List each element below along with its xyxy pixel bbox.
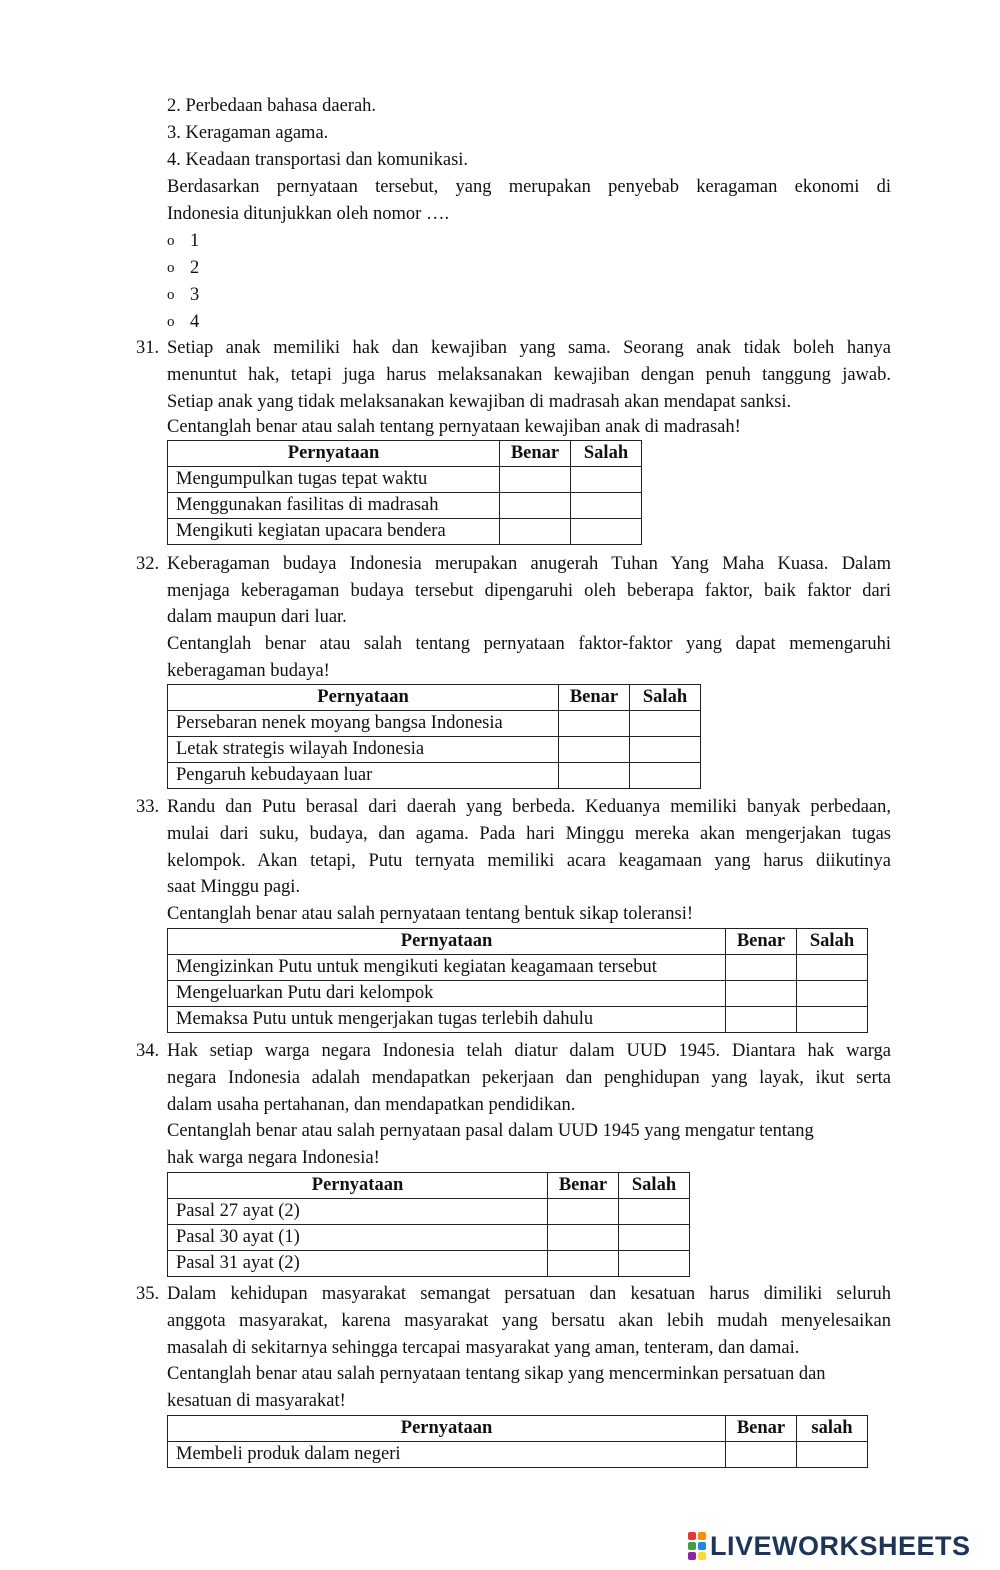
header-salah: Salah xyxy=(630,685,701,711)
intro-question-line: Berdasarkan pernyataan tersebut, yang merupakan penyebab keragaman ekonomi di xyxy=(167,177,891,197)
option-2[interactable]: 2 xyxy=(190,258,200,278)
salah-checkbox[interactable] xyxy=(571,467,642,493)
brand-name: LIVEWORKSHEETS xyxy=(710,1530,971,1561)
q32-table xyxy=(167,684,701,789)
logo-square xyxy=(698,1542,706,1550)
q35-table xyxy=(167,1415,868,1468)
question-number-32: 32. xyxy=(136,554,160,574)
q35-line: anggota masyarakat, karena masyarakat yang bersatu akan lebih mudah menyelesaikan xyxy=(167,1311,891,1331)
benar-checkbox[interactable] xyxy=(559,763,630,789)
q35-line: Dalam kehidupan masyarakat semangat persatuan dan kesatuan harus dimiliki seluruh xyxy=(167,1284,891,1304)
statement-cell: Membeli produk dalam negeri xyxy=(168,1442,726,1468)
q33-line: Randu dan Putu berasal dari daerah yang berbeda. Keduanya memiliki banyak perbedaan, xyxy=(167,797,891,817)
salah-checkbox[interactable] xyxy=(797,955,868,981)
header-salah: salah xyxy=(797,1416,868,1442)
table-row xyxy=(168,1251,690,1277)
q31-instruction: Centanglah benar atau salah tentang pernyataan kewajiban anak di madrasah! xyxy=(167,417,741,437)
table-row xyxy=(168,1225,690,1251)
radio-circle-icon[interactable]: o xyxy=(167,260,175,276)
benar-checkbox[interactable] xyxy=(726,955,797,981)
q31-line: Setiap anak yang tidak melaksanakan kewajiban di madrasah akan mendapat sanksi. xyxy=(167,392,792,412)
salah-checkbox[interactable] xyxy=(571,519,642,545)
q31-table xyxy=(167,440,642,545)
logo-square xyxy=(698,1552,706,1560)
q33-table xyxy=(167,928,868,1033)
q31-line: Setiap anak memiliki hak dan kewajiban yang sama. Seorang anak tidak boleh hanya xyxy=(167,338,891,358)
header-salah: Salah xyxy=(571,441,642,467)
header-benar: Benar xyxy=(559,685,630,711)
salah-checkbox[interactable] xyxy=(630,737,701,763)
salah-checkbox[interactable] xyxy=(797,1442,868,1468)
liveworksheets-logo xyxy=(688,1530,971,1562)
table-header-row xyxy=(168,929,868,955)
salah-checkbox[interactable] xyxy=(797,981,868,1007)
q34-line: Hak setiap warga negara Indonesia telah diatur dalam UUD 1945. Diantara hak warga xyxy=(167,1041,891,1061)
benar-checkbox[interactable] xyxy=(559,711,630,737)
statement-cell: Mengumpulkan tugas tepat waktu xyxy=(168,467,500,493)
table-row xyxy=(168,493,642,519)
salah-checkbox[interactable] xyxy=(619,1199,690,1225)
header-benar: Benar xyxy=(726,1416,797,1442)
salah-checkbox[interactable] xyxy=(619,1225,690,1251)
salah-checkbox[interactable] xyxy=(619,1251,690,1277)
question-number-35: 35. xyxy=(136,1284,160,1304)
statement-cell: Pasal 27 ayat (2) xyxy=(168,1199,548,1225)
question-number-31: 31. xyxy=(136,338,160,358)
table-row xyxy=(168,519,642,545)
q32-line: menjaga keberagaman budaya tersebut dipengaruhi oleh beberapa faktor, baik faktor dari xyxy=(167,581,891,601)
table-header-row xyxy=(168,685,701,711)
q34-line: negara Indonesia adalah mendapatkan pekerjaan dan penghidupan yang layak, ikut serta xyxy=(167,1068,891,1088)
statement-cell: Pasal 30 ayat (1) xyxy=(168,1225,548,1251)
statement-cell: Mengeluarkan Putu dari kelompok xyxy=(168,981,726,1007)
q34-instruction: hak warga negara Indonesia! xyxy=(167,1148,380,1168)
table-row xyxy=(168,1199,690,1225)
q32-line: dalam maupun dari luar. xyxy=(167,607,347,627)
header-pernyataan: Pernyataan xyxy=(168,1416,726,1442)
q35-instruction: kesatuan di masyarakat! xyxy=(167,1391,346,1411)
question-number-34: 34. xyxy=(136,1041,160,1061)
benar-checkbox[interactable] xyxy=(726,1007,797,1033)
q34-line: dalam usaha pertahanan, dan mendapatkan pendidikan. xyxy=(167,1095,576,1115)
salah-checkbox[interactable] xyxy=(630,711,701,737)
intro-item-2: 2. Perbedaan bahasa daerah. xyxy=(167,96,377,116)
statement-cell: Menggunakan fasilitas di madrasah xyxy=(168,493,500,519)
table-header-row xyxy=(168,1416,868,1442)
statement-cell: Pasal 31 ayat (2) xyxy=(168,1251,548,1277)
q33-line: saat Minggu pagi. xyxy=(167,877,301,897)
radio-circle-icon[interactable]: o xyxy=(167,287,175,303)
table-header-row xyxy=(168,1173,690,1199)
liveworksheets-logo-icon xyxy=(688,1532,706,1560)
table-row xyxy=(168,467,642,493)
benar-checkbox[interactable] xyxy=(548,1199,619,1225)
benar-checkbox[interactable] xyxy=(559,737,630,763)
q34-table xyxy=(167,1172,690,1277)
logo-square xyxy=(688,1542,696,1550)
header-pernyataan: Pernyataan xyxy=(168,441,500,467)
logo-square xyxy=(698,1532,706,1540)
q31-line: menuntut hak, tetapi juga harus melaksanakan kewajiban dengan penuh tanggung jawab. xyxy=(167,365,891,385)
header-salah: Salah xyxy=(619,1173,690,1199)
header-salah: Salah xyxy=(797,929,868,955)
q33-line: mulai dari suku, budaya, dan agama. Pada hari Minggu mereka akan mengerjakan tugas xyxy=(167,824,891,844)
statement-cell: Mengikuti kegiatan upacara bendera xyxy=(168,519,500,545)
table-row xyxy=(168,1442,868,1468)
salah-checkbox[interactable] xyxy=(571,493,642,519)
header-benar: Benar xyxy=(726,929,797,955)
logo-square xyxy=(688,1552,696,1560)
header-benar: Benar xyxy=(548,1173,619,1199)
q32-instruction: Centanglah benar atau salah tentang pernyataan faktor-faktor yang dapat memengaruhi xyxy=(167,634,891,654)
q32-line: Keberagaman budaya Indonesia merupakan anugerah Tuhan Yang Maha Kuasa. Dalam xyxy=(167,554,891,574)
table-row xyxy=(168,737,701,763)
benar-checkbox[interactable] xyxy=(500,493,571,519)
table-row xyxy=(168,711,701,737)
intro-item-4: 4. Keadaan transportasi dan komunikasi. xyxy=(167,150,469,170)
benar-checkbox[interactable] xyxy=(726,1442,797,1468)
statement-cell: Pengaruh kebudayaan luar xyxy=(168,763,559,789)
header-pernyataan: Pernyataan xyxy=(168,1173,548,1199)
intro-question-line: Indonesia ditunjukkan oleh nomor …. xyxy=(167,204,450,224)
benar-checkbox[interactable] xyxy=(500,519,571,545)
option-1[interactable]: 1 xyxy=(190,231,200,251)
question-number-33: 33. xyxy=(136,797,160,817)
statement-cell: Persebaran nenek moyang bangsa Indonesia xyxy=(168,711,559,737)
table-row xyxy=(168,955,868,981)
table-row xyxy=(168,1007,868,1033)
option-3[interactable]: 3 xyxy=(190,285,200,305)
q34-instruction: Centanglah benar atau salah pernyataan pasal dalam UUD 1945 yang mengatur tentang xyxy=(167,1121,814,1141)
benar-checkbox[interactable] xyxy=(548,1225,619,1251)
table-row xyxy=(168,981,868,1007)
radio-circle-icon[interactable]: o xyxy=(167,233,175,249)
q33-instruction: Centanglah benar atau salah pernyataan tentang bentuk sikap toleransi! xyxy=(167,904,694,924)
q33-line: kelompok. Akan tetapi, Putu ternyata memiliki acara keagamaan yang harus diikutinya xyxy=(167,851,891,871)
salah-checkbox[interactable] xyxy=(797,1007,868,1033)
benar-checkbox[interactable] xyxy=(726,981,797,1007)
benar-checkbox[interactable] xyxy=(548,1251,619,1277)
table-header-row xyxy=(168,441,642,467)
statement-cell: Letak strategis wilayah Indonesia xyxy=(168,737,559,763)
header-pernyataan: Pernyataan xyxy=(168,929,726,955)
header-pernyataan: Pernyataan xyxy=(168,685,559,711)
radio-circle-icon[interactable]: o xyxy=(167,314,175,330)
intro-item-3: 3. Keragaman agama. xyxy=(167,123,329,143)
header-benar: Benar xyxy=(500,441,571,467)
q35-instruction: Centanglah benar atau salah pernyataan tentang sikap yang mencerminkan persatuan dan xyxy=(167,1364,826,1384)
salah-checkbox[interactable] xyxy=(630,763,701,789)
logo-square xyxy=(688,1532,696,1540)
statement-cell: Memaksa Putu untuk mengerjakan tugas terlebih dahulu xyxy=(168,1007,726,1033)
table-row xyxy=(168,763,701,789)
q32-instruction: keberagaman budaya! xyxy=(167,661,330,681)
statement-cell: Mengizinkan Putu untuk mengikuti kegiatan keagamaan tersebut xyxy=(168,955,726,981)
option-4[interactable]: 4 xyxy=(190,312,200,332)
q35-line: masalah di sekitarnya sehingga tercapai masyarakat yang aman, tenteram, dan damai. xyxy=(167,1338,800,1358)
benar-checkbox[interactable] xyxy=(500,467,571,493)
